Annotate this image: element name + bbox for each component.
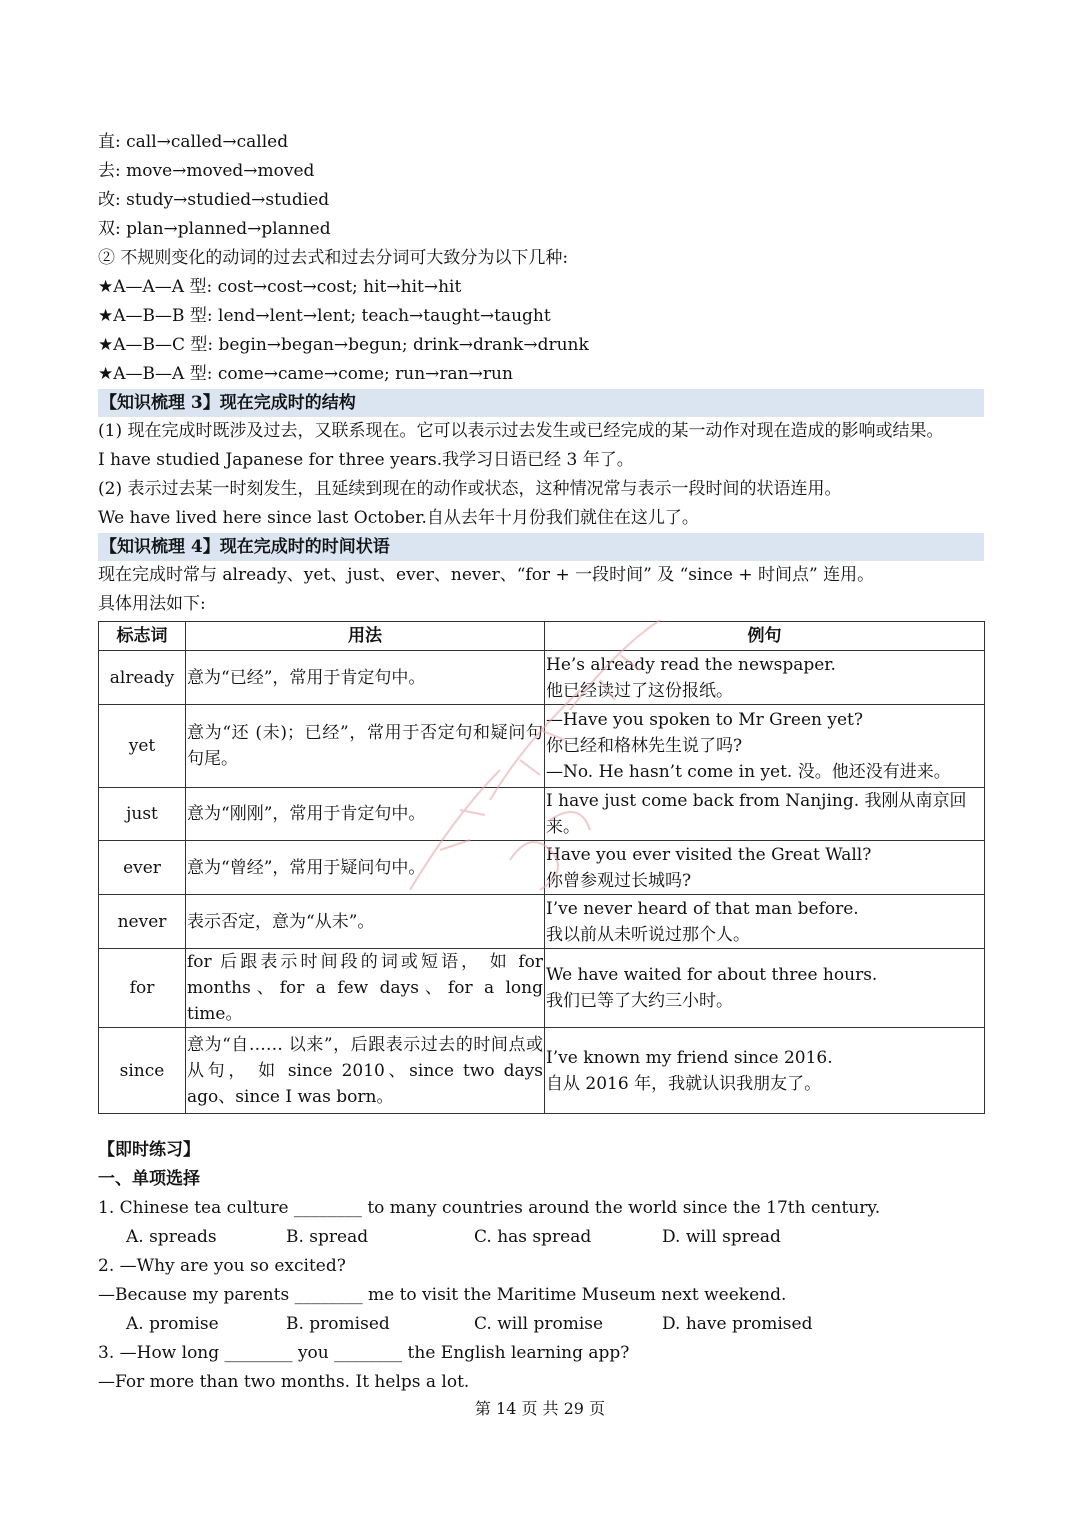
section-3-example-2: We have lived here since last October.自从去年十月份我们就住在这儿了。 — [98, 508, 699, 528]
rule-line: 改: study→studied→studied — [98, 190, 330, 210]
example-line: —Have you spoken to Mr Green yet? — [546, 710, 863, 730]
usage-text: for 后跟表示时间段的词或短语， 如 for months、for a few days、for a long time。 — [186, 949, 545, 1028]
example-line: 我以前从未听说过那个人。 — [546, 924, 750, 945]
option-a[interactable]: A. spreads — [126, 1227, 217, 1247]
example-line: We have waited for about three hours. — [546, 965, 878, 985]
example-cell — [545, 705, 985, 788]
example-line: He’s already read the newspaper. — [546, 654, 836, 675]
section-3-heading: 【知识梳理 3】现在完成时的结构 — [98, 389, 984, 417]
table-row — [99, 651, 985, 705]
example-line: 你曾参观过长城吗? — [546, 870, 692, 891]
example-line: 自从 2016 年，我就认识我朋友了。 — [546, 1073, 822, 1094]
section-4-intro-2: 具体用法如下: — [98, 594, 206, 614]
section-3-point-1: (1) 现在完成时既涉及过去，又联系现在。它可以表示过去发生或已经完成的某一动作对现在造成的影响或结果。 — [98, 421, 944, 441]
example-line: I’ve never heard of that man before. — [546, 898, 859, 919]
usage-text: 意为“曾经”，常用于疑问句中。 — [186, 841, 545, 895]
example-cell — [545, 651, 985, 705]
rule-line: 双: plan→planned→planned — [98, 219, 331, 239]
question-2-options — [98, 1310, 984, 1339]
example-line: Have you ever visited the Great Wall? — [546, 844, 872, 865]
example-line: I have just come back from Nanjing. 我刚从南京回来。 — [546, 791, 967, 837]
question-3-response: —For more than two months. It helps a lot. — [98, 1372, 470, 1392]
question-2-response: —Because my parents ________ me to visit the Maritime Museum next weekend. — [98, 1285, 787, 1305]
marker-word: just — [99, 788, 186, 841]
option-c[interactable]: C. has spread — [474, 1227, 592, 1247]
irregular-type: ★A—A—A 型: cost→cost→cost; hit→hit→hit — [98, 277, 462, 297]
irregular-type: ★A—B—C 型: begin→began→begun; drink→drank→drunk — [98, 335, 589, 355]
example-cell — [545, 895, 985, 949]
section-4-intro: 现在完成时常与 already、yet、just、ever、never、“for + 一段时间” 及 “since + 时间点” 连用。 — [98, 565, 875, 585]
example-cell — [545, 1028, 985, 1114]
option-d[interactable]: D. will spread — [662, 1227, 781, 1247]
marker-word: yet — [99, 705, 186, 788]
example-line: I’ve known my friend since 2016. — [546, 1047, 833, 1068]
header-example: 例句 — [545, 622, 985, 651]
question-1-options — [98, 1223, 984, 1252]
example-line: 你已经和格林先生说了吗? — [546, 736, 743, 756]
table-row — [99, 949, 985, 1028]
marker-word: for — [99, 949, 186, 1028]
usage-text: 表示否定，意为“从未”。 — [186, 895, 545, 949]
section-4-heading: 【知识梳理 4】现在完成时的时间状语 — [98, 533, 984, 561]
question-1: 1. Chinese tea culture ________ to many countries around the world since the 17th century. — [98, 1198, 881, 1218]
practice-title: 【即时练习】 — [98, 1140, 200, 1160]
example-cell — [545, 788, 985, 841]
header-usage: 用法 — [186, 622, 545, 651]
table-row — [99, 895, 985, 949]
option-b[interactable]: B. spread — [286, 1227, 369, 1247]
marker-word: never — [99, 895, 186, 949]
page-footer: 第 14 页 共 29 页 — [474, 1399, 606, 1418]
option-a[interactable]: A. promise — [126, 1314, 219, 1334]
usage-table — [98, 621, 985, 1114]
table-header-row — [99, 622, 985, 651]
table-row — [99, 705, 985, 788]
question-3: 3. —How long ________ you ________ the English learning app? — [98, 1343, 630, 1363]
table-row — [99, 841, 985, 895]
header-marker-word: 标志词 — [99, 622, 186, 651]
section-3-point-2: (2) 表示过去某一时刻发生，且延续到现在的动作或状态，这种情况常与表示一段时间的状语连用。 — [98, 479, 842, 499]
section-3-example-1: I have studied Japanese for three years.我学习日语已经 3 年了。 — [98, 450, 634, 470]
example-line: —No. He hasn’t come in yet. 没。他还没有进来。 — [546, 762, 951, 782]
irregular-intro: ② 不规则变化的动词的过去式和过去分词可大致分为以下几种: — [98, 248, 569, 268]
option-d[interactable]: D. have promised — [662, 1314, 813, 1334]
usage-text: 意为“还 (未)；已经”，常用于否定句和疑问句句尾。 — [186, 705, 545, 788]
document-page — [98, 128, 984, 1397]
table-row — [99, 788, 985, 841]
example-cell — [545, 841, 985, 895]
option-b[interactable]: B. promised — [286, 1314, 390, 1334]
marker-word: since — [99, 1028, 186, 1114]
irregular-type: ★A—B—B 型: lend→lent→lent; teach→taught→taught — [98, 306, 551, 326]
usage-text: 意为“刚刚”，常用于肯定句中。 — [186, 788, 545, 841]
usage-text: 意为“已经”，常用于肯定句中。 — [186, 651, 545, 705]
question-2: 2. —Why are you so excited? — [98, 1256, 346, 1276]
irregular-type: ★A—B—A 型: come→came→come; run→ran→run — [98, 364, 513, 384]
practice-subtitle: 一、单项选择 — [98, 1169, 200, 1189]
rule-line: 直: call→called→called — [98, 132, 289, 152]
example-line: 我们已等了大约三小时。 — [546, 991, 733, 1011]
rule-line: 去: move→moved→moved — [98, 161, 315, 181]
marker-word: already — [99, 651, 186, 705]
example-cell — [545, 949, 985, 1028]
usage-text: 意为“自…… 以来”，后跟表示过去的时间点或从句， 如 since 2010、since two days ago、since I was born。 — [186, 1028, 545, 1114]
option-c[interactable]: C. will promise — [474, 1314, 604, 1334]
example-line: 他已经读过了这份报纸。 — [546, 680, 733, 701]
marker-word: ever — [99, 841, 186, 895]
table-row — [99, 1028, 985, 1114]
